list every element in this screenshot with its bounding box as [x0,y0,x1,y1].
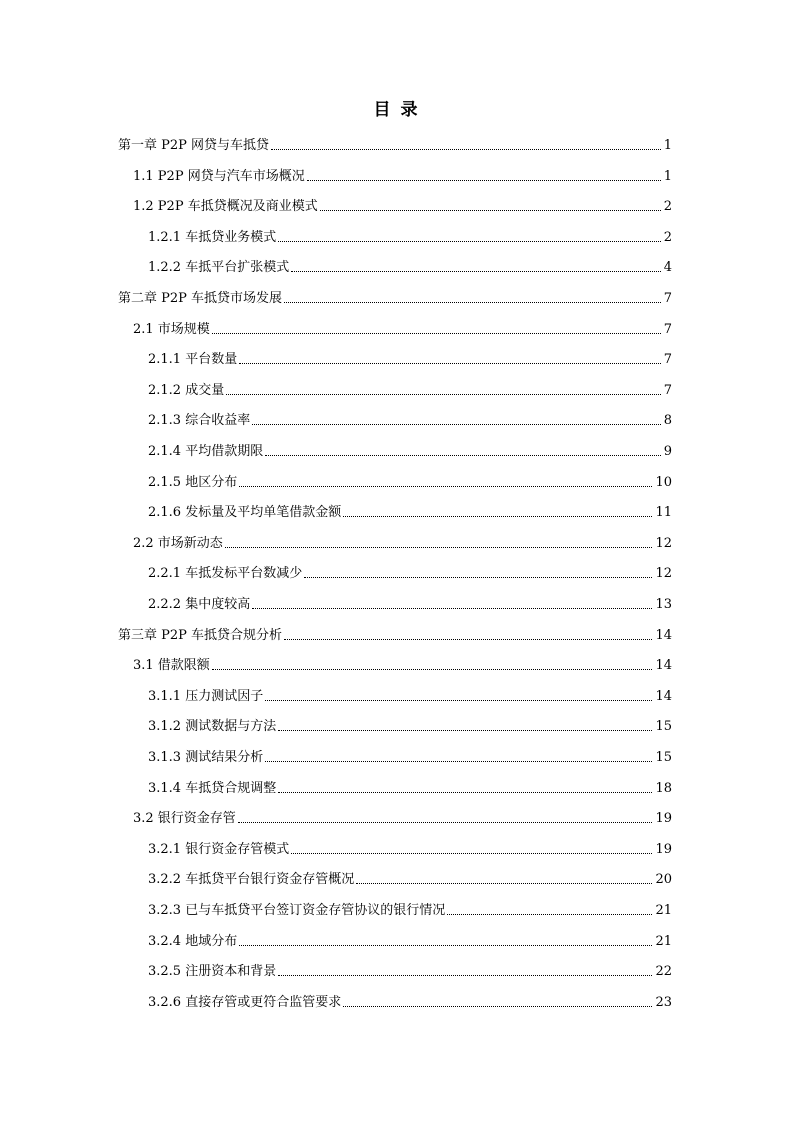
toc-entry-label: 3.2.2 车抵贷平台银行资金存管概况 [148,872,355,888]
toc-entry-label: 2.1.5 地区分布 [148,474,238,490]
toc-entry-label: 3.2.5 注册资本和背景 [148,964,277,980]
toc-entry[interactable] [133,526,672,552]
toc-entry[interactable] [148,220,672,246]
toc-entry[interactable] [148,403,672,429]
toc-entry-page: 23 [655,994,672,1010]
toc-entry[interactable] [148,771,672,797]
toc-entry-page: 18 [655,780,672,796]
toc-leader-dots [307,179,661,181]
toc-entry[interactable] [133,648,672,674]
toc-entry-page: 1 [663,168,672,184]
toc-entry-page: 19 [655,811,672,827]
toc-leader-dots [225,546,653,548]
toc-entry-page: 7 [663,321,672,337]
toc-leader-dots [271,148,661,150]
toc-entry-page: 9 [663,444,672,459]
toc-entry-page: 12 [655,566,672,582]
toc-entry-label: 3.1.3 测试结果分析 [148,750,264,765]
toc-entry-label: 2.1.1 平台数量 [148,352,238,368]
toc-leader-dots [291,852,652,854]
toc-entry-page: 7 [663,382,672,398]
toc-leader-dots [252,607,652,609]
toc-entry-page: 10 [655,474,672,490]
toc-entry[interactable] [133,801,672,827]
toc-leader-dots [278,974,652,976]
toc-leader-dots [278,729,652,731]
toc-leader-dots [265,699,652,701]
toc-entry-label: 1.2.1 车抵贷业务模式 [148,229,277,245]
toc-entry-label: 第二章 P2P 车抵贷市场发展 [118,291,283,306]
toc-entry-page: 4 [663,260,672,276]
toc-entry-page: 21 [655,933,672,949]
toc-entry-page: 15 [655,719,672,735]
toc-entry[interactable] [148,373,672,399]
toc-entry[interactable] [148,954,672,980]
toc-entry[interactable] [148,679,672,705]
toc-entry-label: 2.1.4 平均借款期限 [148,444,264,459]
toc-leader-dots [226,393,661,395]
toc-entry-page: 21 [655,903,672,918]
toc-entry-page: 14 [655,627,672,643]
toc-entry-page: 14 [655,688,672,704]
toc-entry-label: 2.1.3 综合收益率 [148,413,251,429]
toc-leader-dots [265,760,652,762]
toc-leader-dots [278,791,652,793]
toc-entry-page: 13 [655,597,672,612]
toc-entry[interactable] [133,189,672,215]
toc-entry-label: 3.2.3 已与车抵贷平台签订资金存管协议的银行情况 [148,903,446,918]
toc-entry-label: 2.2.2 集中度较高 [148,597,251,612]
toc-entry[interactable] [148,250,672,276]
toc-entry[interactable] [148,862,672,888]
toc-entry[interactable] [133,312,672,338]
toc-leader-dots [291,270,661,272]
toc-entry[interactable] [148,893,672,919]
toc-leader-dots [343,1005,652,1007]
toc-entry-page: 19 [655,841,672,857]
toc-entry-label: 3.2.6 直接存管或更符合监管要求 [148,994,342,1010]
toc-entry-label: 3.2.1 银行资金存管模式 [148,841,290,857]
toc-leader-dots [284,638,652,640]
toc-entry-label: 2.1.2 成交量 [148,382,225,398]
toc-leader-dots [304,576,652,578]
toc-entry-label: 3.1 借款限额 [133,658,210,674]
toc-entry-label: 第三章 P2P 车抵贷合规分析 [118,627,283,643]
toc-entry-label: 2.1.6 发标量及平均单笔借款金额 [148,505,342,521]
toc-leader-dots [265,454,661,456]
toc-entry-page: 12 [655,535,672,551]
toc-entry-label: 1.2 P2P 车抵贷概况及商业模式 [133,199,318,215]
toc-entry-label: 3.2.4 地域分布 [148,933,238,949]
toc-entry[interactable] [148,587,672,613]
toc-leader-dots [343,515,652,517]
toc-leader-dots [238,821,653,823]
toc-entry-label: 2.2.1 车抵发标平台数减少 [148,566,303,582]
toc-entry[interactable] [118,128,672,154]
toc-leader-dots [212,332,661,334]
toc-entry-page: 20 [655,872,672,888]
toc-entry-label: 3.1.2 测试数据与方法 [148,719,277,735]
toc-entry-page: 11 [655,505,672,521]
toc-entry[interactable] [133,159,672,185]
toc-entry-page: 7 [663,352,672,368]
toc-leader-dots [447,913,652,915]
toc-entry[interactable] [148,740,672,766]
toc-entry[interactable] [148,465,672,491]
toc-leader-dots [320,209,661,211]
toc-entry-page: 15 [655,750,672,765]
toc-entry[interactable] [118,618,672,644]
toc-title: 目 录 [373,100,420,120]
toc-entry-page: 1 [663,138,672,153]
toc-leader-dots [356,882,652,884]
toc-entry-page: 2 [663,229,672,245]
toc-leader-dots [239,362,661,364]
toc-entry[interactable] [148,556,672,582]
toc-entry[interactable] [148,924,672,950]
toc-leader-dots [212,668,653,670]
toc-entry-label: 2.2 市场新动态 [133,535,223,551]
toc-entry[interactable] [148,709,672,735]
toc-entry-label: 2.1 市场规模 [133,321,210,337]
toc-entry-page: 7 [663,291,672,306]
toc-entry-label: 第一章 P2P 网贷与车抵贷 [118,138,270,153]
toc-entry[interactable] [148,342,672,368]
toc-entry-page: 22 [655,964,672,980]
toc-leader-dots [284,301,661,303]
toc-entry-label: 1.2.2 车抵平台扩张模式 [148,260,290,276]
toc-entry[interactable] [118,281,672,307]
toc-entry-label: 3.2 银行资金存管 [133,811,236,827]
toc-entry[interactable] [148,495,672,521]
toc-leader-dots [252,423,661,425]
toc-entry-page: 14 [655,658,672,674]
toc-entry-page: 8 [663,413,672,429]
toc-entry[interactable] [148,985,672,1011]
toc-entry-label: 3.1.4 车抵贷合规调整 [148,780,277,796]
toc-entry[interactable] [148,832,672,858]
toc-leader-dots [239,485,652,487]
toc-leader-dots [278,240,661,242]
toc-entry-label: 3.1.1 压力测试因子 [148,688,264,704]
toc-leader-dots [239,944,652,946]
toc-entry-page: 2 [663,199,672,215]
toc-entry[interactable] [148,434,672,460]
toc-entry-label: 1.1 P2P 网贷与汽车市场概况 [133,168,305,184]
